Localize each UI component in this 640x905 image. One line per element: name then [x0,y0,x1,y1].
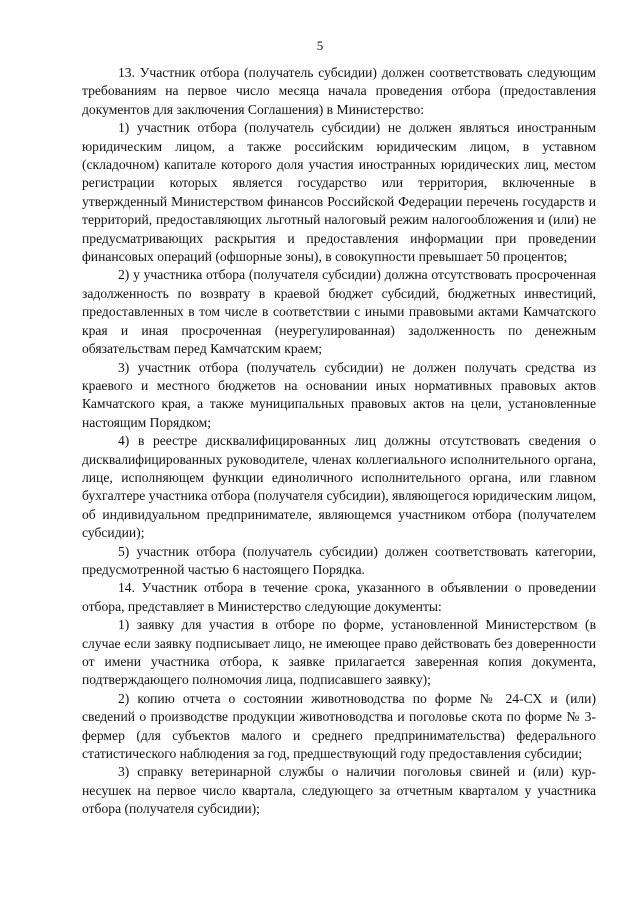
page-number: 5 [316,38,324,53]
paragraph-13-item-4: 4) в реестре дисквалифицированных лиц должны отсутствовать сведения о дисквалифицированных руководителе, членах коллегиального исполнительного органа, лице, исполняющем функции единоличного исполнительного органа, или главном бухгалтере участника отбора (получателя субсидии), являющегося юридическим лицом, об индивидуальном предпринимателе, являющемся участником отбора (получателем субсидии); [82,433,596,541]
paragraph-13-item-1: 1) участник отбора (получатель субсидии) не должен являться иностранным юридическим лицом, а также российским юридическим лицом, в уставном (складочном) капитале которого доля участия иностранных юридических лиц, местом регистрации которых является государство или территория, включенные в утвержденный Министерством финансов Российской Федерации перечень государств и территорий, предоставляющих льготный налоговый режим налогообложения и (или) не предусматривающих раскрытия и предоставления информации при проведении финансовых операций (офшорные зоны), в совокупности превышает 50 процентов; [82,120,596,265]
paragraph-13-item-5: 5) участник отбора (получатель субсидии) должен соответствовать категории, предусмотренной частью 6 настоящего Порядка. [82,543,596,577]
paragraph-13-item-3: 3) участник отбора (получатель субсидии) не должен получать средства из краевого и местного бюджетов на основании иных нормативных правовых актов Камчатского края, а также муниципальных правовых актов на цели, установленные настоящим Порядком; [82,359,596,430]
document-body [82,64,596,819]
paragraph-14-item-2: 2) копию отчета о состоянии животноводства по форме № 24-СХ и (или) сведений о производстве продукции животноводства и поголовье скота по форме № 3-фермер (для субъектов малого и среднего предпринимательства) федерального статистического наблюдения за год, предшествующий году предоставления субсидии; [82,690,596,762]
paragraph-13: 13. Участник отбора (получатель субсидии) должен соответствовать следующим требованиям на первое число месяца начала проведения отбора (предоставления документов для заключения Соглашения) в Министерство: [82,65,596,117]
paragraph-14-item-3: 3) справку ветеринарной службы о наличии поголовья свиней и (или) кур-несушек на первое число квартала, следующего за отчетным кварталом у участника отбора (получателя субсидии); [82,764,596,817]
paragraph-13-item-2: 2) у участника отбора (получателя субсидии) должна отсутствовать просроченная задолженность по возврату в краевой бюджет субсидий, бюджетных инвестиций, предоставленных в том числе в соответствии с иными правовыми актами Камчатского края и иная просроченная (неурегулированная) задолженность по денежным обязательствам перед Камчатским краем; [82,267,596,357]
paragraph-14-item-1: 1) заявку для участия в отборе по форме, установленной Министерством (в случае если заявку подписывает лицо, не имеющее право действовать без доверенности от имени участника отбора, к заявке прилагается заверенная копия документа, подтверждающего полномочия лица, подписавшего заявку); [82,617,596,688]
paragraph-14: 14. Участник отбора в течение срока, указанного в объявлении о проведении отбора, представляет в Министерство следующие документы: [82,580,596,614]
